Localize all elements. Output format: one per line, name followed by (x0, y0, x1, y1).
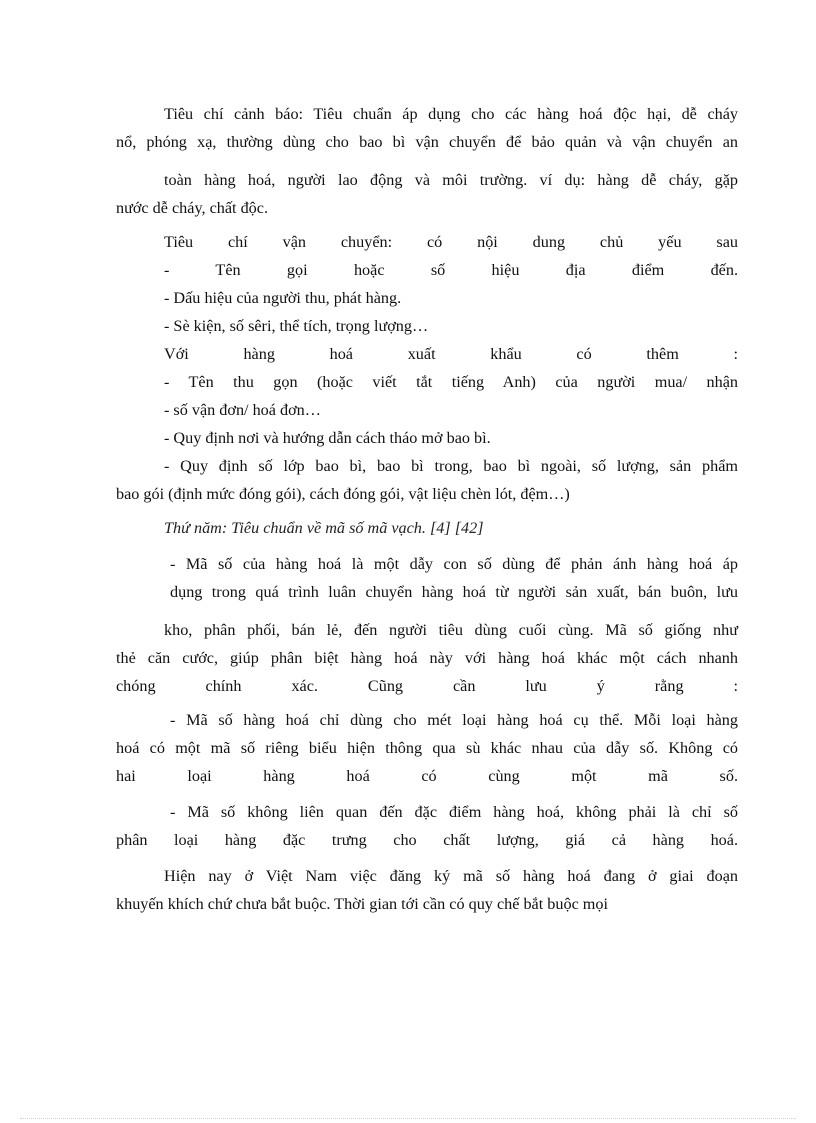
text-line: phân loại hàng đặc trưng cho chất lượng, giá cả hàng hoá. (116, 831, 738, 849)
text-line: nước dễ cháy, chất độc. (116, 199, 269, 217)
page-bottom-divider (20, 1118, 796, 1119)
text-line: kho, phân phối, bán lẻ, đến người tiêu dùng cuối cùng. Mã số giống như (164, 621, 738, 639)
text-line: toàn hàng hoá, người lao động và môi trường. ví dụ: hàng dễ cháy, gặp (164, 171, 738, 189)
text-line: nổ, phóng xạ, thường dùng cho bao bì vận chuyển để bảo quản và vận chuyển an (116, 133, 738, 151)
text-line: - số vận đơn/ hoá đơn… (164, 401, 321, 419)
section-heading: Thứ năm: Tiêu chuẩn về mã số mã vạch. [4] [42] (164, 519, 484, 537)
text-line: - Mã số hàng hoá chỉ dùng cho mét loại hàng hoá cụ thể. Mỗi loại hàng (170, 711, 738, 729)
text-line: dụng trong quá trình luân chuyển hàng hoá từ người sản xuất, bán buôn, lưu (170, 583, 738, 601)
text-line: Tiêu chí cảnh báo: Tiêu chuẩn áp dụng cho các hàng hoá độc hại, dễ cháy (164, 105, 738, 123)
text-line: - Mã số của hàng hoá là một dẫy con số dùng để phản ánh hàng hoá áp (170, 555, 738, 573)
text-line: - Mã số không liên quan đến đặc điểm hàng hoá, không phải là chỉ số (170, 803, 738, 821)
text-line: thẻ căn cước, giúp phân biệt hàng hoá này với hàng hoá khác một cách nhanh (116, 649, 738, 667)
text-line: khuyến khích chứ chưa bắt buộc. Thời gian tới cần có quy chế bắt buộc mọi (116, 895, 608, 913)
text-line: - Tên gọi hoặc số hiệu địa điểm đến. (164, 261, 738, 279)
text-line: chóng chính xác. Cũng cần lưu ý rằng : (116, 677, 738, 695)
text-line: Hiện nay ở Việt Nam việc đăng ký mã số hàng hoá đang ở giai đoạn (164, 867, 738, 885)
text-line: - Tên thu gọn (hoặc viết tắt tiếng Anh) của người mua/ nhận (164, 373, 738, 391)
text-line: hoá có một mã số riêng biểu hiện thông qua sù khác nhau của dẫy số. Không có (116, 739, 738, 757)
text-line: - Quy định số lớp bao bì, bao bì trong, bao bì ngoài, số lượng, sản phẩm (164, 457, 738, 475)
text-line: bao gói (định mức đóng gói), cách đóng gói, vật liệu chèn lót, đệm…) (116, 485, 570, 503)
text-line: Tiêu chí vận chuyển: có nội dung chủ yếu sau (164, 233, 738, 251)
text-line: - Dấu hiệu của người thu, phát hàng. (164, 289, 402, 307)
text-line: - Quy định nơi và hướng dẫn cách tháo mở bao bì. (164, 429, 491, 447)
text-line: - Sè kiện, số sêri, thể tích, trọng lượng… (164, 317, 429, 335)
text-line: hai loại hàng hoá có cùng một mã số. (116, 767, 738, 785)
text-line: Với hàng hoá xuất khẩu có thêm : (164, 345, 738, 363)
